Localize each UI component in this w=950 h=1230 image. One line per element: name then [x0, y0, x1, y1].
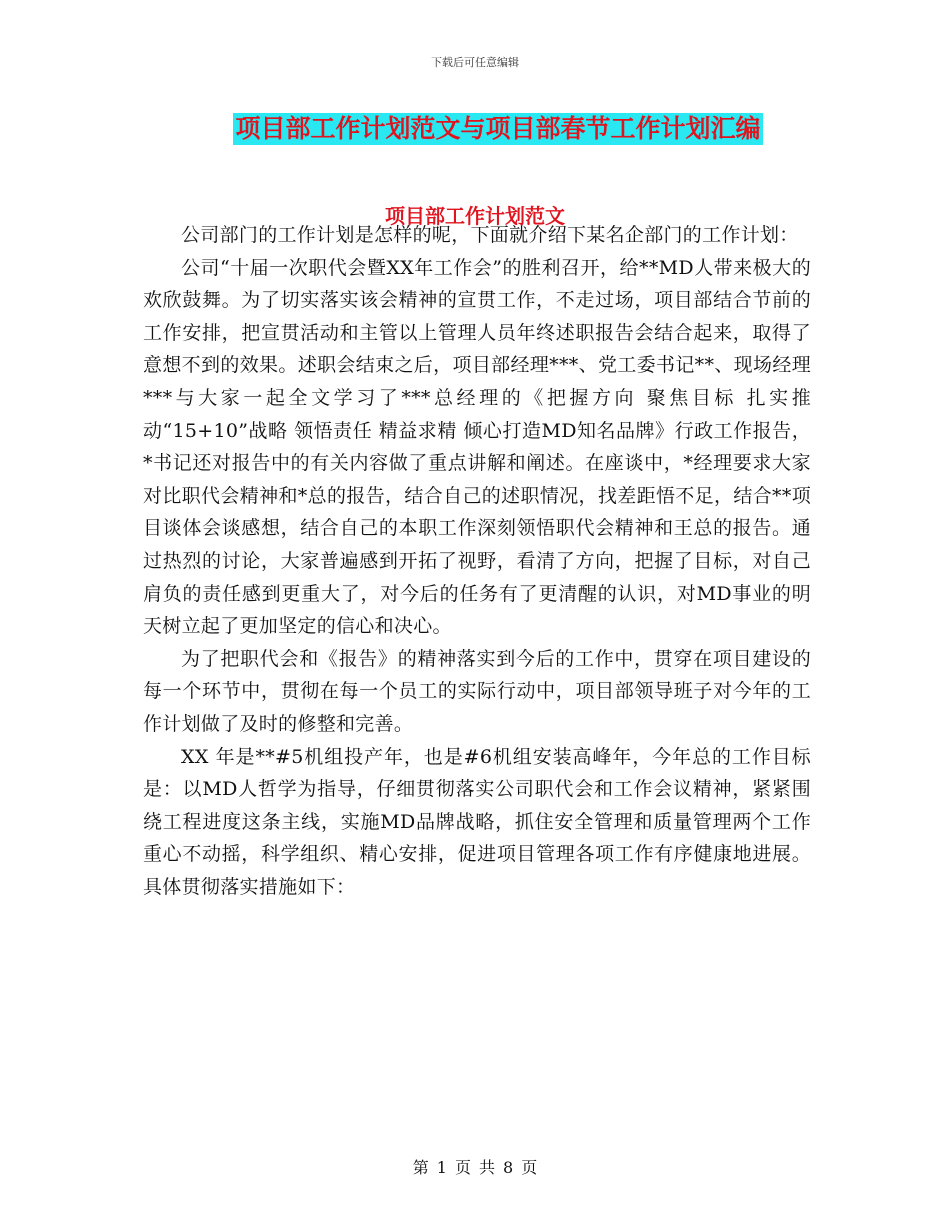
section-title: 项目部工作计划范文 [385, 204, 565, 228]
paragraph: 为了把职代会和《报告》的精神落实到今后的工作中，贯穿在项目建设的每一个环节中，贯彻在每一个员工的实际行动中，项目部领导班子对今年的工作计划做了及时的修整和完善。 [143, 647, 811, 735]
document-body [143, 219, 811, 903]
page-number: 1 [436, 1158, 447, 1177]
page-footer [0, 1155, 950, 1178]
page-label: 第 [412, 1158, 429, 1177]
paragraph: XX 年是**#5机组投产年，也是#6机组安装高峰年，今年总的工作目标是：以MD人哲学为指导，仔细贯彻落实公司职代会和工作会议精神，紧紧围绕工程进度这条主线，实施MD品牌战略，抓住安全管理和质量管理两个工作重心不动摇，科学组织、精心安排，促进项目管理各项工作有序健康地进展。具体贯彻落实措施如下： [143, 745, 811, 898]
total-unit: 页 [521, 1158, 538, 1177]
document-title: 项目部工作计划范文与项目部春节工作计划汇编 [235, 114, 761, 143]
paragraph: 公司部门的工作计划是怎样的呢，下面就介绍下某名企部门的工作计划： [181, 224, 799, 246]
main-title-container [0, 113, 950, 145]
paragraph: 公司“十届一次职代会暨XX年工作会”的胜利召开，给**MD人带来极大的欢欣鼓舞。为了切实落实该会精神的宣贯工作，不走过场，项目部结合节前的工作安排，把宣贯活动和主管以上管理人员年终述职报告会结合起来，取得了意想不到的效果。述职会结束之后，项目部经理***、党工委书记**、现场经理***与大家一起全文学习了***总经理的《把握方向 聚焦目标 扎实推动“15+10”战略 领悟责任 精益求精 倾心打造MD知名品牌》行政工作报告，*书记还对报告中的有关内容做了重点讲解和阐述。在座谈中，*经理要求大家对比职代会精神和*总的报告，结合自己的述职情况，找差距悟不足，结合**项目谈体会谈感想，结合自己的本职工作深刻领悟职代会精神和王总的报告。通过热烈的讨论，大家普遍感到开拓了视野，看清了方向，把握了目标，对自己肩负的责任感到更重大了，对今后的任务有了更清醒的认识，对MD事业的明天树立起了更加坚定的信心和决心。 [143, 256, 811, 638]
total-pages: 8 [503, 1158, 514, 1177]
page-unit: 页 [454, 1158, 471, 1177]
header-note: 下载后可任意编辑 [431, 56, 519, 69]
total-label: 共 [479, 1158, 496, 1177]
